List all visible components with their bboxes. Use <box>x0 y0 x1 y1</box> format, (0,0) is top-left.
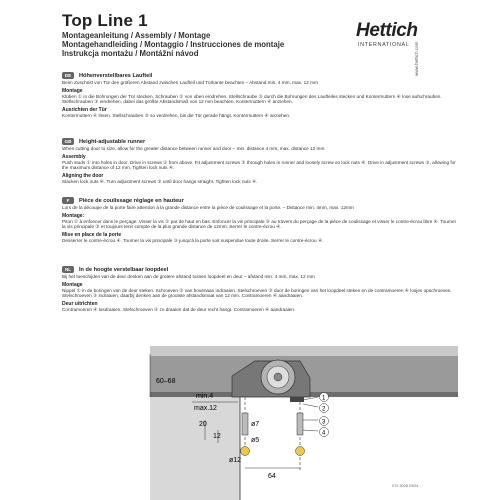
dim-text-max12: max.12 <box>194 405 217 412</box>
rail-top <box>150 346 458 356</box>
stud-left <box>241 447 250 456</box>
block-text: Push studs ① into holes in door. Drive in screws ② from above. Fit adjustment screws ③ through holes in runner and loosely screw on lock nuts ④. Drive in adjustment screws ③, allowing for the maximum distance of 12 mm. Tighten lock nuts ④. <box>62 159 456 171</box>
callout-4: 4 <box>322 430 326 437</box>
leader-2 <box>303 404 318 407</box>
block-text: Klüben ① in die Bohrungen der Tür stecken. Schrauben ② von oben eindrehen. Stellschraube ③ durch die Bohrungen des Laufteiles stecken und Kontermuttern ④ lose aufschrauben. Stellschrauben ③ eindrehen, dabei das größte Abstandsmaß von 12 mm beachten. Kontermuttern ④ anziehen. <box>62 93 442 105</box>
block-heading: Montage <box>62 87 83 94</box>
logo-subtitle: INTERNATIONAL <box>358 42 410 48</box>
block-text: Piton ① à enfoncer dans le perçage. Visser la vis ② par de haut en bas. Enfoncer la vis principale ③ au travers du perçage de la pièce de coulissage et visser le contre-écrou libre ④. Tourner la vis principale ③ et toujours tenir compte de la plus grande distance de 12mm. Serrer le contre-écrou ④. <box>62 218 457 230</box>
section-intro: When cutting door to size, allow for the greater distance between runner and door – min. distance 4 mm, max. distance 12 mm <box>62 146 325 151</box>
block-text: Nippel ① in de boringen van de deur steken. Schroeven ② van bovenaan indraaien. Stelschroeven ③ door de boringen van het loopdeel steken en de contramoeren ④ losjes opschroeven. Stelschroeven ③ indraaien, daarbij denken aan de grootste afstandsmaat van 12 mm. Contramoeren ④ aandraaien. <box>62 287 452 299</box>
subtitle-3: Instrukcja montażu / Montážní návod <box>62 49 199 58</box>
section-title: Pièce de coulissage réglage en hauteur <box>79 197 184 204</box>
block-text: Contramoeren ④ losdraaien. Stelschroeven ③ zo draaien dat de deur recht hangt. Contramoeren ④ aandraaien. <box>62 307 296 313</box>
block-text: Slacken lock nuts ④. Turn adjustment screws ③ until door hangs straight. Tighten lock nuts ④. <box>62 179 258 185</box>
section-intro: Beim Zuschnitt von Tür den größeren Abstand zwischen Laufteil und Türkante beachten – Abstand min. 4 mm, max. 12 mm <box>62 80 318 85</box>
leader-1 <box>303 397 318 400</box>
section-intro: Bij het toeschijden van de deur denken aan de grotere afstand tussen loopdeel en deur – afstand min. 4 mm, max. 12 mm <box>62 274 315 279</box>
flag-gb: GB <box>62 138 74 145</box>
document-number: 070 3008 03/04 <box>392 484 419 488</box>
subtitle-2: Montagehandleiding / Montaggio / Instrucciones de montaje <box>62 40 285 49</box>
subtitle-1: Montageanleitung / Assembly / Montage <box>62 31 211 40</box>
block-heading: Montage <box>62 281 83 288</box>
callout-3: 3 <box>322 419 326 426</box>
section-title: In de hoogte verstelbaar loopdeel <box>79 266 169 273</box>
leader-4 <box>303 430 318 431</box>
dim-text-min4: min.4 <box>196 393 214 400</box>
vertical-url-text: www.hettich.com <box>414 41 419 76</box>
section-title: Höhenverstellbares Laufteil <box>79 72 153 79</box>
dim-text-d12: ø12 <box>229 457 242 464</box>
dim-text-64: 64 <box>268 473 276 480</box>
callout-1: 1 <box>322 395 326 402</box>
block-heading: Mise en place de la porte <box>62 232 122 239</box>
block-heading: Ausrichten der Tür <box>62 107 107 114</box>
dim-text-12: 12 <box>213 433 221 440</box>
screw-right <box>297 413 303 435</box>
dim-text-d5: ø5 <box>251 437 260 444</box>
wheel-axle <box>274 373 282 381</box>
section-title: Height-adjustable runner <box>79 138 146 145</box>
block-text: Desserrer le contre-écrou ④. Tourner la vis principale ③ jusqu'à la porte soit suspendue toute droite. Serrer le contre-écrou ④. <box>62 238 324 244</box>
flag-nl: NL <box>62 266 74 273</box>
page-title: Top Line 1 <box>62 11 148 30</box>
dim-text-d7: ø7 <box>251 421 260 428</box>
callout-2: 2 <box>322 406 326 413</box>
block-heading: Deur uitrichten <box>62 301 98 308</box>
block-text: Kontermuttern ④ lösen. Stellschrauben ③ so verdrehen, bis die Tür gerade hängt. Kontermuttern ④ anziehen. <box>62 113 291 119</box>
stud-right <box>296 447 305 456</box>
dim-text-20: 20 <box>199 421 207 428</box>
logo-name: Hettich <box>356 20 418 41</box>
dim-text-60-68: 60–68 <box>156 378 176 385</box>
lock-nut <box>290 397 304 402</box>
flag-f: F <box>62 197 74 204</box>
block-heading: Assembly <box>62 153 86 160</box>
screw-left <box>242 413 248 435</box>
flag-de: DE <box>62 72 74 79</box>
block-heading: Montage: <box>62 212 85 219</box>
block-heading: Aligning the door <box>62 173 104 180</box>
section-intro: Lors de la découpe de la porte faire attention à la grande distance entre la pièce de coulissage et la porte. – Distance min. 4mm, max. 12mm <box>62 205 354 210</box>
door-panel <box>150 397 240 500</box>
